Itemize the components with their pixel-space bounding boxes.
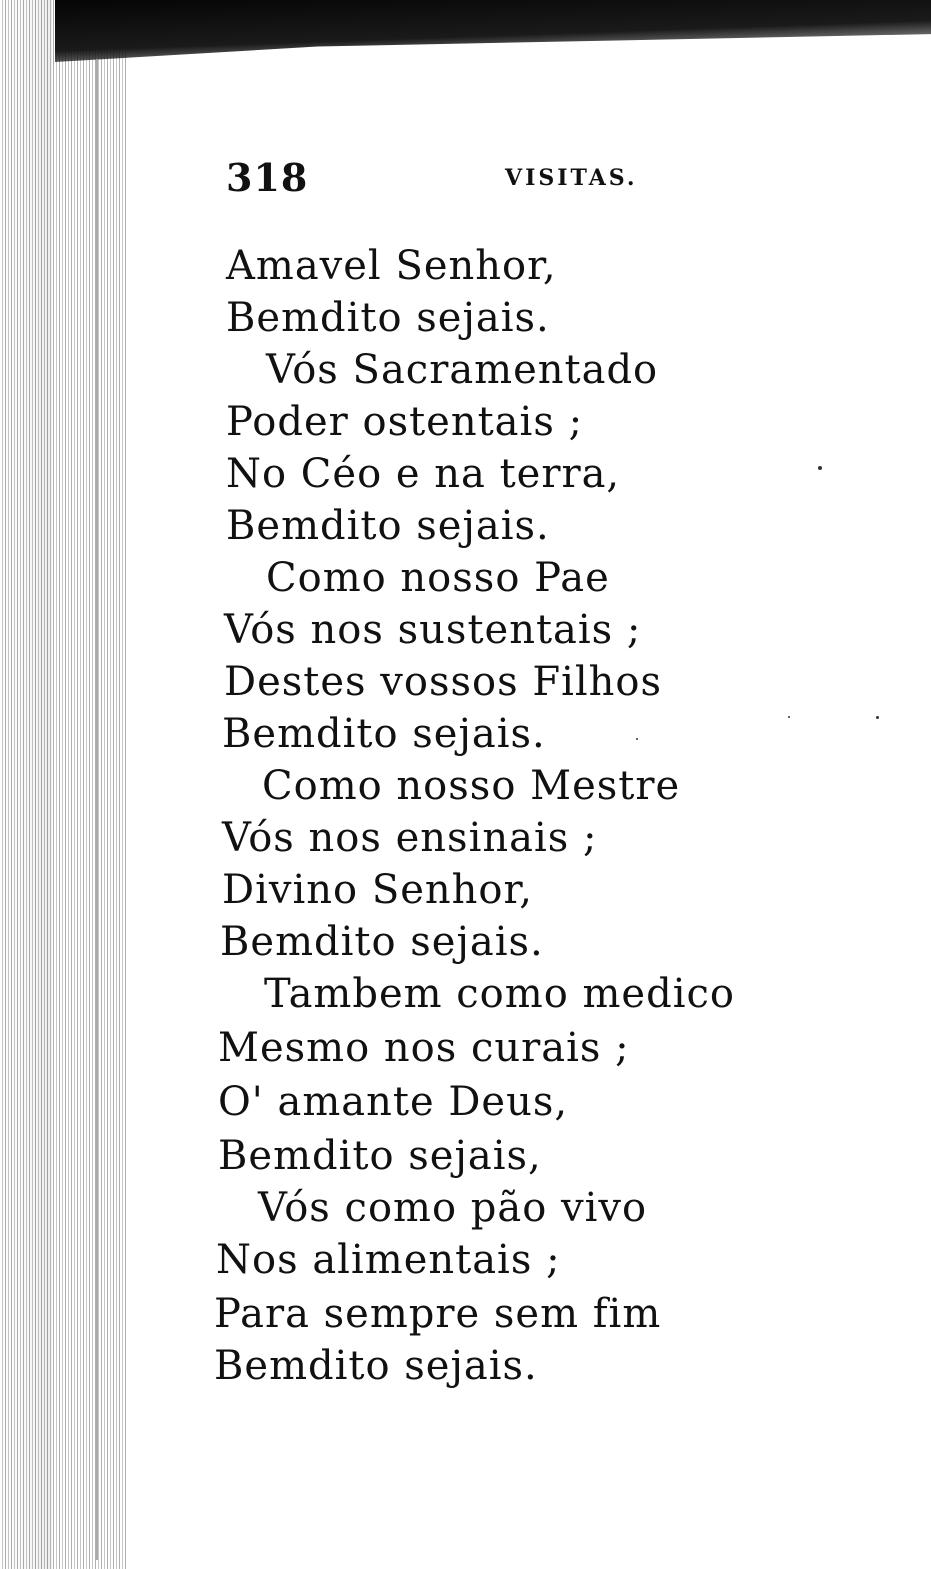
poem-line: Vós nos ensinais ; (222, 815, 598, 861)
poem-line: Bemdito sejais. (226, 295, 550, 341)
poem-line: Bemdito sejais. (226, 503, 550, 549)
poem-line: Vós como pão vivo (258, 1185, 648, 1231)
page-top-edge (55, 0, 931, 62)
scan-speck (788, 716, 790, 718)
poem-line: Bemdito sejais. (220, 919, 544, 965)
poem-line: Poder ostentais ; (226, 399, 584, 445)
poem-line: Divino Senhor, (222, 867, 533, 913)
page-number: 318 (226, 155, 309, 200)
poem-line: Como nosso Mestre (262, 763, 681, 809)
poem-line: Vós nos sustentais ; (224, 607, 642, 653)
gutter-edge (96, 60, 98, 1560)
poem-line: Amavel Senhor, (226, 243, 557, 289)
poem-line: Mesmo nos curais ; (218, 1025, 630, 1071)
poem-line: Bemdito sejais. (214, 1343, 538, 1389)
poem-line: No Céo e na terra, (226, 451, 621, 497)
poem-line: Tambem como medico (264, 971, 735, 1017)
scan-speck (876, 716, 879, 719)
poem-line: Nos alimentais ; (216, 1237, 561, 1283)
running-head: VISITAS. (505, 165, 638, 191)
poem-line: Para sempre sem fim (214, 1291, 662, 1337)
poem-line: O' amante Deus, (218, 1079, 569, 1125)
poem-line: Destes vossos Filhos (224, 659, 663, 705)
poem-line: Como nosso Pae (266, 555, 610, 601)
poem-line: Vós Sacramentado (266, 347, 659, 393)
poem-line: Bemdito sejais, (218, 1133, 542, 1179)
poem-line: Bemdito sejais. (222, 711, 546, 757)
scan-speck (818, 466, 822, 470)
scan-speck (636, 738, 638, 740)
page-gutter (0, 0, 128, 1569)
